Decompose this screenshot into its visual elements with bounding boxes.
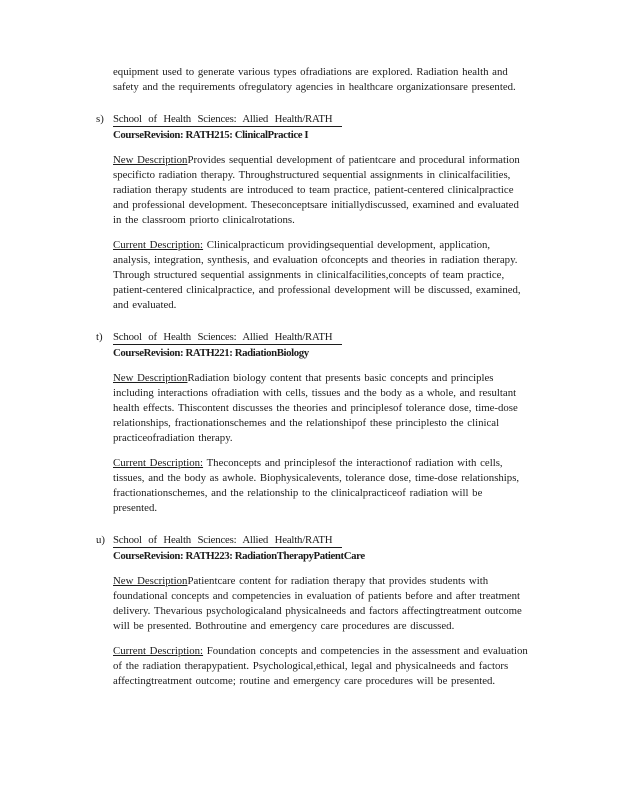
course-section-s	[96, 112, 529, 313]
school-heading: School of Health Sciences: Allied Health/RATH	[113, 533, 342, 548]
school-heading: School of Health Sciences: Allied Health/RATH	[113, 330, 342, 345]
section-marker: s)	[96, 113, 104, 125]
current-description-label: Current Description:	[113, 645, 204, 657]
intro-paragraph: equipment used to generate various types ofradiations are explored. Radiation health and safety and the requirements ofregulatory agencies in healthcare organizationsare presented.	[113, 66, 516, 93]
new-description-paragraph	[113, 574, 529, 634]
new-description-label: New Description	[113, 372, 188, 384]
current-description-text: Foundation concepts and competencies in the assessment and evaluation of the radiation therapypatient. Psychological,ethical, legal and physicalneeds and factors affectingtreatment outcome; routine and emergency care procedures will be presented.	[113, 645, 528, 687]
section-marker: t)	[96, 331, 103, 343]
course-section-t	[96, 330, 529, 516]
course-revision-heading: CourseRevision: RATH223: RadiationTherapyPatientCare	[113, 550, 365, 562]
current-description-paragraph	[113, 238, 529, 313]
new-description-label: New Description	[113, 575, 188, 587]
new-description-paragraph	[113, 371, 529, 446]
section-marker: u)	[96, 534, 105, 546]
page-content	[96, 65, 529, 689]
new-description-paragraph	[113, 153, 529, 228]
new-description-text: Patientcare content for radiation therapy that provides students with foundational concepts and competencies in evaluation of patients before and after treatment delivery. Thevarious psychologicaland physicalneeds and factors affectingtreatment outcome will be presented. Bothroutine and emergency care procedures are discussed.	[113, 575, 522, 632]
new-description-label: New Description	[113, 154, 188, 166]
course-section-u	[96, 533, 529, 689]
new-description-text: Radiation biology content that presents basic concepts and principles including interactions ofradiation with cells, tissues and the body as a whole, and resultant health effects. Thiscontent discusses the theories and principlesof tolerance dose, time-dose relationships, fractionationschemes and the relationshipof these principlesto the clinical practiceofradiation therapy.	[113, 372, 518, 444]
school-heading: School of Health Sciences: Allied Health/RATH	[113, 112, 342, 127]
current-description-paragraph	[113, 456, 529, 516]
course-revision-heading: CourseRevision: RATH215: ClinicalPractice I	[113, 129, 309, 141]
current-description-text: Theconcepts and principlesof the interactionof radiation with cells, tissues, and the body as awhole. Biophysicalevents, tolerance dose, time-dose relationships, fractionationschemes, and the relationship to the clinicalpracticeof radiation will be presented.	[113, 457, 520, 514]
current-description-paragraph	[113, 644, 529, 689]
current-description-text: Clinicalpracticum providingsequential development, application, analysis, integration, synthesis, and evaluation ofconcepts and theories in radiation therapy. Through structured sequential assignments in clinicalfacilities,concepts of team practice, patient-centered clinicalpractice, and professional development will be discussed, examined, and evaluated.	[113, 239, 521, 311]
current-description-label: Current Description:	[113, 239, 204, 251]
new-description-text: Provides sequential development of patientcare and procedural information specificto radiation therapy. Throughstructured sequential assignments in clinicalfacilities, radiation therapy students are introduced to team practice, patient-centered clinicalpractice and professional development. Theseconceptsare initiallydiscussed, examined and evaluated in the classroom priorto clinicalrotations.	[113, 154, 520, 226]
current-description-label: Current Description:	[113, 457, 204, 469]
course-revision-heading: CourseRevision: RATH221: RadiationBiology	[113, 347, 309, 359]
